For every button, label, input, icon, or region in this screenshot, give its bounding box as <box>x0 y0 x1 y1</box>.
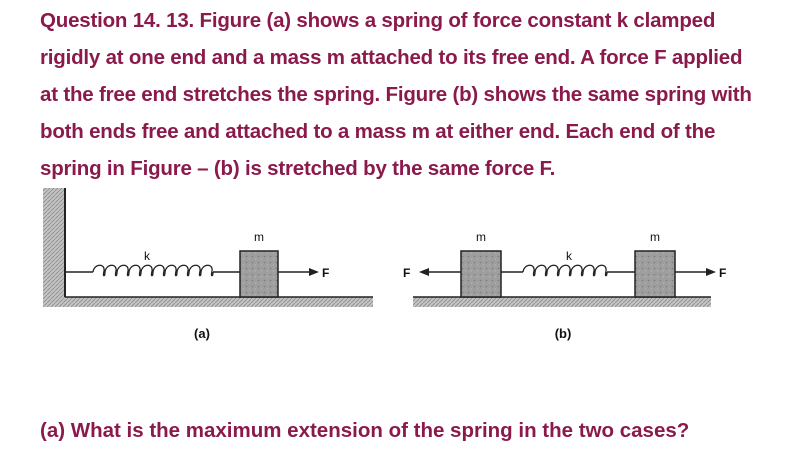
caption-b: (b) <box>554 326 572 341</box>
ground-a <box>43 297 373 307</box>
spring-a <box>93 265 213 276</box>
question-line: both ends free and attached to a mass m at either end. Each end of the <box>40 120 716 143</box>
mass-a <box>240 251 278 297</box>
spring-figures <box>35 183 735 358</box>
figure-area <box>35 183 735 358</box>
mass-b-left <box>461 251 501 297</box>
question-line: Question 14. 13. Figure (a) shows a spring of force constant k clamped <box>40 9 716 32</box>
mass-label-b-right: m <box>650 230 660 244</box>
mass-label-b-left: m <box>476 230 486 244</box>
figure-b <box>403 230 726 341</box>
question-line: spring in Figure – (b) is stretched by the same force F. <box>40 157 556 180</box>
question-line: at the free end stretches the spring. Figure (b) shows the same spring with <box>40 83 752 106</box>
mass-label-a: m <box>254 230 264 244</box>
caption-a: (a) <box>194 326 210 341</box>
arrowhead-icon <box>706 268 716 276</box>
figure-a <box>43 188 373 341</box>
spring-label-a: k <box>144 249 150 263</box>
arrowhead-icon <box>309 268 319 276</box>
question-line: rigidly at one end and a mass m attached to its free end. A force F applied <box>40 46 743 69</box>
question-text <box>40 2 785 187</box>
ground-b <box>413 297 711 307</box>
force-label-a: F <box>322 266 330 280</box>
wall <box>43 188 65 300</box>
spring-b <box>523 265 607 276</box>
sub-question-a: (a) What is the maximum extension of the spring in the two cases? <box>40 419 690 442</box>
cut-off-text <box>40 449 740 459</box>
force-label-b-left: F <box>403 266 411 280</box>
mass-b-right <box>635 251 675 297</box>
force-label-b-right: F <box>719 266 727 280</box>
spring-label-b: k <box>566 249 572 263</box>
